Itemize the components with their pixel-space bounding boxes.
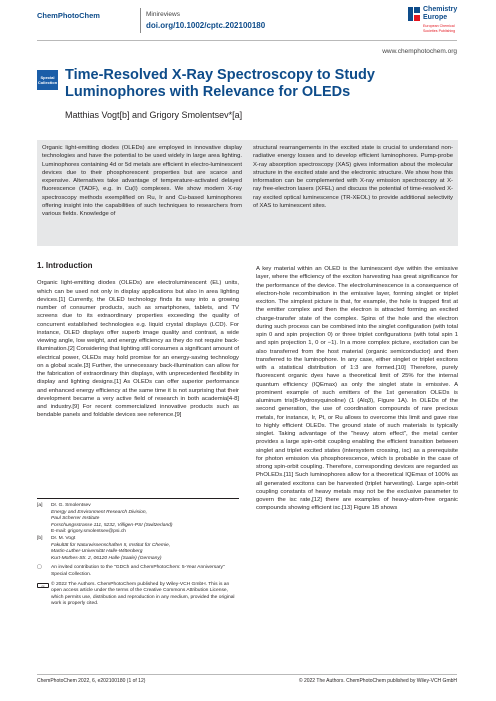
header-divider <box>140 8 141 33</box>
doi-link[interactable]: doi.org/10.1002/cptc.202100180 <box>146 21 266 30</box>
email-link[interactable]: E-mail: grigory.smolentsev@psi.ch <box>51 529 126 535</box>
abstract-left-column: Organic light-emitting diodes (OLEDs) are employed in innovative display technologies and have the potential to be used widely in large area lighting. Luminophores containing 4d or 5d metals are efficient in electro-luminescent devices due to their phosphorescent properties but are scarce and expensive. Alternatives take advantage of temperature-activated delayed fluorescence (TADF), e.g. in Cu(I) complexes. We show modern X-ray spectroscopy methods exemplified on Ru, Ir and Cu-based luminophores offering insight into the capabilities of such techniques to researchers from various fields. Knowledge of <box>42 145 242 218</box>
chemistry-europe-logo <box>408 6 466 40</box>
footer-citation: ChemPhotoChem 2022, 6, e202100180 (1 of 12) <box>37 678 146 684</box>
logo-line-2: Europe <box>423 14 448 21</box>
special-collection-badge[interactable]: Special Collection <box>37 70 58 90</box>
header-rule <box>37 40 457 41</box>
intro-paragraph-1: Organic light-emitting diodes (OLEDs) are electroluminescent (EL) units, which can be used not only in display applications but also in area lighting devices.[1] Currently, the OLED technology finds its way into a growing number of consumer products, such as smartphones, tablets, and TV screens due to its extraordinary properties exceeding the quality of concurrent established technologies e.g. liquid crystal displays (LCD). For instance, OLED displays offer superb image quality and contrast, a wide viewing angle, low weight, and energy efficiency as they do not require back-illumination.[2] Considering that lighting still consumes a significant amount of electrical power, OLEDs may hold promise for an energy-saving technology on a global scale.[3] Further, the unnecessary back-illumination can allow for the fabrication of extraordinary thin displays, with unprecedented flexibility in display and lighting designs.[1] As OLEDs can offer superior performance and enhanced energy efficiency at the same time it is not surprising that their development became a very active field of research in both academia[4-8] and industry.[9] For recent commercialized innovative products such as bendable panels and foldable devices see reference.[9] <box>37 280 239 419</box>
chemistry-europe-mark-icon <box>408 7 420 21</box>
section-heading: 1. Introduction <box>37 261 93 270</box>
logo-line-3: European Chemical Societies Publishing <box>423 24 456 33</box>
logo-line-1: Chemistry <box>423 6 458 13</box>
author-list: Matthias Vogt[b] and Grigory Smolentsev*[a] <box>65 110 243 120</box>
article-type: Minireviews <box>146 11 180 18</box>
page-header <box>0 0 496 40</box>
body-right-column <box>256 265 458 513</box>
affiliation-b: [b] Dr. M. Vogt Fakultät für Naturwissenschaften II, Institut für Chemie, Martin-Luther-Universität Halle-Wittenberg Kurt-Mothes-Str. 2, 06120 Halle (Saale) (Germany) <box>37 535 171 561</box>
special-collection-note: ▢ An invited contribution to the "GDCh and ChemPhotoChem: 5-Year Anniversary" Special Collection. <box>37 565 225 577</box>
affiliation-rule <box>37 498 239 499</box>
license-note: cc © 2022 The Authors. ChemPhotoChem published by Wiley-VCH GmbH. This is an open access article under the terms of the Creative Commons Attribution License, which permits use, distribution and reproduction in any medium, provided the original work is properly cited. <box>37 582 239 608</box>
body-left-column <box>37 262 239 420</box>
article-title: Time-Resolved X-Ray Spectroscopy to Study Luminophores with Relevance for OLEDs <box>65 67 375 100</box>
abstract-right-column: structural rearrangements in the excited state is crucial to understand non-radiative energy losses and to develop efficient luminophores. Pump-probe X-ray absorption spectroscopy (XAS) gives information about the molecular structure in the excited state and the electronic structure. We show how this information can be complemented with X-ray emission spectroscopy at X-ray free-electron lasers (XFEL) and discuss the potential of time-resolved X-ray excited optical luminescence (TR-XEOL) to provide additional selectivity of XAS to luminescent sites. <box>253 145 453 210</box>
affiliations <box>37 503 239 608</box>
intro-paragraph-2: A key material within an OLED is the luminescent dye within the emissive layer, where the efficiency of the exciton harvesting has great significance for the performance of the device. The electroluminescence is a consequence of electron-hole recombination in the emissive layer, forming singlet or triplet exciton. The simplest picture is that, for example, the hole is trapped first at the emitter complex and then the electron is attracted forming an excited charge-transfer state of the complex. Spins of the hole and the electron during such process can be combined into the singlet configuration (with total spin 0 and spin projection 0) or three triplet configurations (with total spin 1 and spin projection 1, 0 or −1). In a more complex picture, excitation can be also transferred from the host material (organic semiconductor) and then transferred to the luminophore. In any case, either singlet or triplet excitons with a statistical distribution of 1:3 are formed.[10] Therefore, purely fluorescent organic dyes have a theoretical limit of 25% for the internal quantum efficiency (IQEmax) as only the singlet state is emissive. A prominent example of such emitters of the 1st generation OLEDs is aluminum tris(8-hydroxyquinoline) (1 (Alq3), Figure 1A). In OLEDs of the second generation, the use of coordination compounds of rare precious metals, for instance, Ir, Pt, or Ru allows to overcome this limit and gave rise to highly efficient OLEDs. The ground state of such materials is typically singlet. Taking advantage of the "heavy atom effect", the metal center provides a large spin-orbit coupling enabling the efficient transition between singlet and triplet excited states (intersystem crossing, isc) as a prerequisite for photon emission via phosphorescence, which is probable in the case of strong spin-orbit coupling. Therefore, corresponding devices are regarded as PhOLEDs.[11] Such luminophores allow for a theoretical IQEmax of 100% as all generated excitons can be harvested (triplet harvesting). Large spin-orbit coupling constants of heavy metals may not be the exclusive parameter to govern the isc rate,[12] there are examples of heavy-atom-free organic compounds showing efficient isc.[13] Figure 1B shows <box>256 266 458 512</box>
creative-commons-icon: cc <box>37 583 49 588</box>
affiliation-a: [a] Dr. G. Smolentsev Energy and Environment Research Division, Paul Scherrer Institute Forschungsstrasse 111, 5232, Villigen-PSI (Switzerland) E-mail: grigory.smolentsev@psi.ch <box>37 503 173 535</box>
footer-rule <box>37 674 457 675</box>
abstract-box <box>37 140 458 246</box>
journal-name: ChemPhotoChem <box>37 11 100 20</box>
footer-copyright: © 2022 The Authors. ChemPhotoChem published by Wiley-VCH GmbH <box>298 678 457 684</box>
website-link[interactable]: www.chemphotochem.org <box>382 48 457 55</box>
